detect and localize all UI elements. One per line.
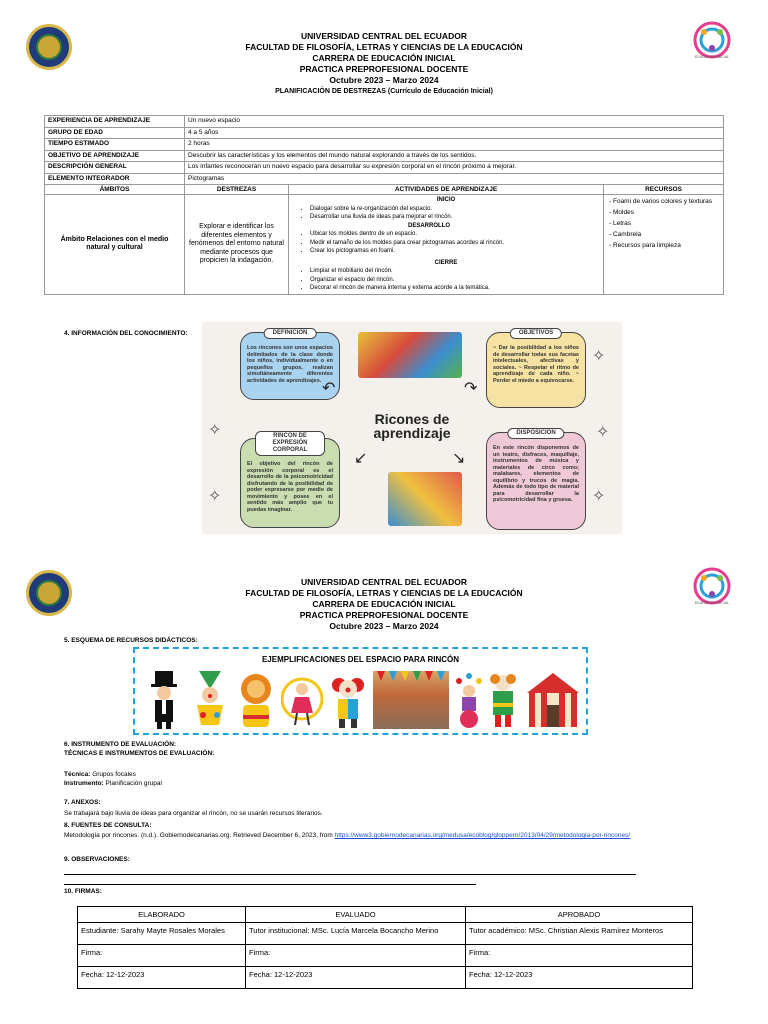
sparkle-icon: ✧ [592, 488, 606, 505]
disposition-card [486, 432, 586, 530]
date-field: Fecha: 12-12-2023 [466, 967, 693, 989]
date-field: Fecha: 12-12-2023 [246, 967, 466, 989]
row-value: Los infantes reconocerán un nuevo espacio para desarrollar su expresión corporal en el rincón próximo a mejorar. [185, 162, 724, 174]
row-key: GRUPO DE EDAD [45, 127, 185, 139]
row-key: OBJETIVO DE APRENDIZAJE [45, 150, 185, 162]
header-line: UNIVERSIDAD CENTRAL DEL ECUADOR [301, 577, 467, 587]
instrument-line [64, 779, 162, 788]
arrow-icon: ↶ [322, 380, 336, 397]
table-row [78, 923, 693, 945]
list-item: - Moldes [609, 207, 720, 218]
field-value: Grupos focales [92, 771, 136, 778]
infographic-title: Ricones de aprendizaje [373, 411, 451, 441]
header-line: FACULTAD DE FILOSOFÍA, LETRAS Y CIENCIAS DE LA EDUCACIÓN [245, 588, 523, 598]
list-item: • Decorar el rincón de manera interna y externa acorde a la temática. [310, 284, 600, 293]
table-row [78, 945, 693, 967]
clown-icon [189, 671, 231, 729]
table-row [45, 150, 724, 162]
juggler-icon [453, 671, 485, 729]
annex-text: Se trabajará bajo lluvia de ideas para organizar el rincón, no se usarán recursos literarios. [64, 810, 323, 817]
clown-icon [487, 671, 519, 729]
list-item: • Dialogar sobre la re-organización del espacio. [310, 205, 600, 214]
col-header: DESTREZAS [185, 185, 289, 195]
list-item: • Medir el tamaño de los moldes para crear pictogramas acordes al rincón. [310, 239, 600, 248]
signatures-table [77, 906, 693, 989]
row-key: TIEMPO ESTIMADO [45, 139, 185, 151]
logo-caption: EDUCACIÓN INICIAL [694, 601, 730, 605]
header-line: Octubre 2023 – Marzo 2024 [329, 621, 439, 631]
classroom-photo-icon [358, 332, 462, 378]
row-value: 2 horas [185, 139, 724, 151]
objectives-card [486, 332, 586, 408]
row-value: Descubrir las características y los elementos del mundo natural explorando a través de los sentidos. [185, 150, 724, 162]
reference-citation: Metodología por rincones. (n.d.). Gobiernodecanarias.org. Retrieved December 6, 2023, from [64, 832, 333, 839]
table-row [45, 195, 724, 295]
table-row [45, 173, 724, 185]
field-value: Planificación grupal [105, 780, 162, 787]
section-label: 10. FIRMAS: [64, 888, 102, 895]
sparkle-icon: ✧ [208, 488, 222, 505]
row-key: EXPERIENCIA DE APRENDIZAJE [45, 116, 185, 128]
header-line: PRACTICA PREPROFESIONAL DOCENTE [299, 64, 469, 74]
row-value: Pictogramas [185, 173, 724, 185]
col-header: ELABORADO [78, 907, 246, 923]
header-subtitle: PLANIFICACIÓN DE DESTREZAS (Currículo de Educación Inicial) [275, 88, 493, 95]
row-value: Un nuevo espacio [185, 116, 724, 128]
list-item: - Letras [609, 218, 720, 229]
header-line: FACULTAD DE FILOSOFÍA, LETRAS Y CIENCIAS DE LA EDUCACIÓN [245, 42, 523, 52]
lion-icon [235, 671, 277, 729]
infographic [202, 322, 622, 534]
card-text: ~ Dar la posibilidad a los niños de desarrollar todas sus facetas intelectuales, afectivas y sociales. ~ Respetar el ritmo de aprendizaje de cada niño. ~ Perder el miedo a equivocarse. [493, 345, 579, 384]
card-text: Los rincones son unos espacios delimitados de la clase donde los niños, individualmente o en pequeños grupos, realizan simultáneamente diferentes actividades de aprendizajes. [247, 345, 333, 384]
date-field: Fecha: 12-12-2023 [78, 967, 246, 989]
corner-card [240, 433, 340, 528]
field-key: Instrumento: [64, 780, 104, 787]
list-item: • Crear los pictogramas en foami. [310, 247, 600, 256]
section-label: 5. ESQUEMA DE RECURSOS DIDÁCTICOS: [64, 637, 198, 644]
page-header [150, 31, 618, 97]
card-title: OBJETIVOS [510, 328, 562, 339]
signature-field: Firma: [246, 945, 466, 967]
section-label: 4. INFORMACIÓN DEL CONOCIMIENTO: [64, 330, 188, 337]
activities-cell [289, 195, 604, 295]
reference-link[interactable]: https://www3.gobiernodecanarias.org/medusa/ecoblog/gloppern/2013/04/29/metodologia-por-rincones/ [334, 832, 631, 839]
signature-field: Firma: [78, 945, 246, 967]
sparkle-icon: ✧ [592, 348, 606, 365]
table-row [45, 127, 724, 139]
row-key: ELEMENTO INTEGRADOR [45, 173, 185, 185]
destreza-cell: Explorar e identificar los diferentes elementos y fenómenos del entorno natural mediante procesos que propicien la indagación. [185, 195, 289, 295]
table-row [78, 967, 693, 989]
card-title: DISPOSICIÓN [507, 428, 564, 439]
plan-table [44, 115, 724, 295]
sparkle-icon: ✧ [208, 422, 222, 439]
row-key: DESCRIPCIÓN GENERAL [45, 162, 185, 174]
signer-name: Tutor institucional: MSc. Lucía Marcela Bocancho Merino [246, 923, 466, 945]
reference-text [64, 831, 704, 840]
list-item: • Limpiar el mobiliario del rincón. [310, 267, 600, 276]
list-item: - Foami de varios colores y texturas [609, 196, 720, 207]
col-header: ÁMBITOS [45, 185, 185, 195]
header-line: PRACTICA PREPROFESIONAL DOCENTE [299, 610, 469, 620]
header-line: CARRERA DE EDUCACIÓN INICIAL [312, 53, 456, 63]
table-header-row [78, 907, 693, 923]
magician-icon [143, 671, 185, 729]
card-text: El objetivo del rincón de expresión corporal es el desarrollo de la psicomotricidad disfrutando de la posibilidad de poder expresarse por medio de movimiento y posee en el sentido más amplio que tu puedas imaginar. [247, 461, 333, 513]
ambito-cell: Ámbito Relaciones con el medio natural y cultural [45, 195, 185, 295]
list-item: • Desarrollar una lluvia de ideas para mejorar el rincón. [310, 213, 600, 222]
header-line: UNIVERSIDAD CENTRAL DEL ECUADOR [301, 31, 467, 41]
signature-field: Firma: [466, 945, 693, 967]
col-header: RECURSOS [604, 185, 724, 195]
logo-caption: EDUCACIÓN INICIAL [694, 55, 730, 59]
list-item: • Organizar el espacio del rincón. [310, 276, 600, 285]
col-header: ACTIVIDADES DE APRENDIZAJE [289, 185, 604, 195]
list-item: - Recursos para limpieza [609, 240, 720, 251]
technique-line [64, 770, 136, 779]
field-key: Técnica: [64, 771, 91, 778]
university-seal-icon [26, 24, 72, 70]
arrow-icon: ↷ [464, 380, 478, 397]
education-logo-icon [686, 564, 738, 616]
table-row [45, 162, 724, 174]
col-header: APROBADO [466, 907, 693, 923]
table-row [45, 139, 724, 151]
resources-title: EJEMPLIFICACIONES DEL ESPACIO PARA RINCÓN [261, 655, 460, 664]
header-line: Octubre 2023 – Marzo 2024 [329, 75, 439, 85]
page-header [150, 577, 618, 632]
circus-tent-icon [523, 671, 583, 729]
circus-room-photo-icon [373, 671, 449, 729]
section-label: 7. ANEXOS: [64, 799, 101, 806]
signer-name: Estudiante: Sarahy Mayte Rosales Morales [78, 923, 246, 945]
section-label: 9. OBSERVACIONES: [64, 856, 130, 863]
resources-box [133, 647, 588, 735]
arrow-icon: ↙ [354, 450, 368, 467]
acrobat-icon [281, 671, 323, 729]
card-title: RINCON DE EXPRESIÓN CORPORAL [255, 431, 325, 456]
clown-icon [327, 671, 369, 729]
section-label: TÉCNICAS E INSTRUMENTOS DE EVALUACIÓN: [64, 750, 215, 757]
header-line: CARRERA DE EDUCACIÓN INICIAL [312, 599, 456, 609]
phase-title: INICIO [436, 197, 456, 203]
col-header: EVALUADO [246, 907, 466, 923]
list-item: - Cambrela [609, 229, 720, 240]
observation-line [64, 884, 476, 885]
section-label: 6. INSTRUMENTO DE EVALUACIÓN: [64, 741, 177, 748]
list-item: • Ubicar los moldes dentro de un espacio. [310, 230, 600, 239]
arrow-icon: ↘ [452, 450, 466, 467]
signer-name: Tutor académico: MSc. Christian Alexis Ramírez Monteros [466, 923, 693, 945]
phase-title: CIERRE [434, 259, 458, 266]
observation-line [64, 874, 636, 875]
card-title: DEFINICIÓN [264, 328, 317, 339]
playroom-photo-icon [388, 472, 462, 526]
phase-title: DESARROLLO [408, 222, 450, 229]
table-header-row [45, 185, 724, 195]
section-label: 8. FUENTES DE CONSULTA: [64, 822, 152, 829]
university-seal-icon [26, 570, 72, 616]
table-row [45, 116, 724, 128]
education-logo-icon [686, 18, 738, 70]
card-text: En este rincón disponemos de un teatro, disfraces, maquillaje, instrumentos de música y materiales de circo como; malabares, elementos de equilibrio y trucos de magia. Además de todo tipo de material para desarrollar la psicomotricidad fina y gruesa. [493, 445, 579, 503]
row-value: 4 a 5 años [185, 127, 724, 139]
resources-cell [604, 195, 724, 295]
sparkle-icon: ✧ [596, 424, 610, 441]
